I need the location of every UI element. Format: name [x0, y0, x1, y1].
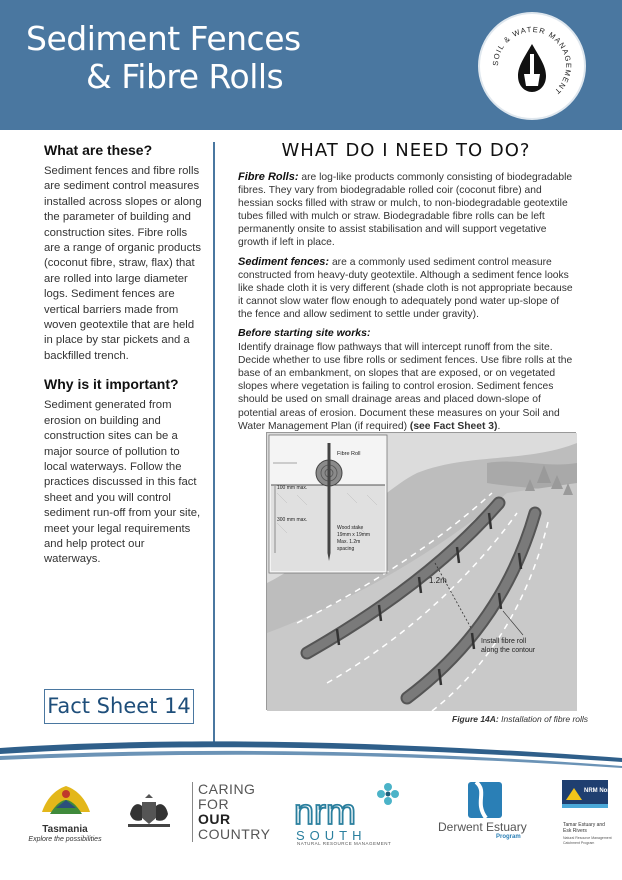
tasmania-name: Tasmania — [42, 824, 88, 835]
install-label-1: Install fibre roll — [481, 638, 527, 645]
spacing-label: 1.2m — [429, 576, 447, 585]
inset-stake-2: 19mm x 19mm — [337, 532, 371, 538]
fibre-roll-figure — [266, 432, 576, 710]
fibre-body: are log-like products commonly consisting of biodegradable fibres. They vary from biodegradable rolled coir (coconut fibre) and hessian socks filled with straw or mulch, to non-biodegradable geotextile tubes filled with mulch or straw. Biodegradable fibre rolls can be left permanently onsite to assist stabilisation and will support vegetative growth if left in place. — [238, 172, 573, 249]
inset-stake-1: Wood stake — [337, 525, 364, 531]
column-divider — [213, 142, 215, 742]
title-line-2: & Fibre Rolls — [86, 57, 284, 96]
logo-text: SOIL & WATER MANAGEMENT — [490, 24, 574, 97]
fence-label: Sediment fences: — [238, 255, 330, 268]
fibre-paragraph — [238, 171, 574, 250]
derwent-estuary-icon — [468, 782, 502, 818]
tamar-subtitle: Natural Resource Management Catchment Program — [563, 836, 612, 845]
left-column — [44, 142, 204, 580]
fibre-roll-illustration — [267, 433, 577, 711]
why-body: Sediment generated from erosion on building and construction sites can be a major source of pollution to local waterways. Follow the practices discussed in this fact sheet and you will control sediment run-off from your site, meet your legal requirements and help protect our waterways. — [44, 399, 201, 566]
caring-line-3: OUR — [198, 811, 231, 827]
tasmania-tagline: Explore the possibilities — [28, 836, 102, 843]
fence-body: are a commonly used sediment control measure constructed from heavy-duty geotextile. Although a sediment fence looks like shade cloth it is very different (shade cloth is not appropriate because it cannot slow water flow enough to adequately pond water up-slope of the fence and allow sediment to settle under gravity). — [238, 256, 573, 320]
tasmania-logo — [36, 780, 96, 824]
caring-line-1: CARING — [198, 781, 256, 797]
nrm-south-subtitle: NATURAL RESOURCE MANAGEMENT — [297, 841, 392, 846]
nrm-south-text: SOUTH — [296, 828, 367, 843]
what-heading: What are these? — [44, 142, 153, 158]
before-heading: Before starting site works: — [238, 327, 371, 340]
nrm-south-logo — [294, 782, 404, 832]
before-ref: (see Fact Sheet 3) — [409, 420, 498, 432]
fence-paragraph — [238, 256, 574, 321]
right-column — [238, 140, 574, 439]
title-line-1: Sediment Fences — [26, 19, 301, 58]
shovel-drop-icon — [480, 14, 584, 118]
nrm-wordmark: nrm — [294, 791, 356, 832]
page-title — [26, 20, 301, 96]
coat-of-arms-icon — [124, 794, 174, 830]
inset-300-label: 300 mm max. — [277, 517, 308, 523]
before-end: . — [497, 420, 501, 432]
install-label-2: along the contour — [481, 647, 536, 654]
nrm-north-logo — [562, 780, 616, 822]
derwent-subtitle: Program — [496, 834, 521, 840]
caption-text: Installation of fibre rolls — [498, 714, 589, 724]
why-heading: Why is it important? — [44, 376, 179, 393]
figure-caption — [452, 714, 588, 724]
nrm-north-name: NRM North — [584, 788, 616, 794]
fibre-label: Fibre Rolls: — [238, 171, 299, 183]
caring-line-4: COUNTRY — [198, 826, 271, 842]
before-paragraph — [238, 341, 574, 433]
inset-stake-4: spacing — [337, 546, 355, 552]
header-banner — [0, 0, 622, 130]
footer-wave — [0, 736, 622, 776]
caring-line-2: FOR — [198, 796, 230, 812]
inset-stake-3: Max. 1.2m — [337, 539, 361, 545]
soil-water-management-logo — [478, 12, 586, 120]
caring-for-our-country-logo — [192, 782, 270, 842]
derwent-name: Derwent Estuary — [438, 820, 527, 834]
before-body: Identify drainage flow pathways that will intercept runoff from the site. Decide whether to use fibre rolls or sediment fences. Use fibre rolls at the base of an embankment, on slopes that are exposed, or on vegetated slopes where vegetation is failing to control erosion. Sediment fences should be used on small drainage areas and placed down-slope of potential areas of erosion. Document these measures on your Soil and Water Management Plan (if required) — [238, 342, 573, 432]
fact-sheet-badge: Fact Sheet 14 — [44, 689, 194, 724]
what-body: Sediment fences and fibre rolls are sediment control measures installed across slopes or along the parameter of building and construction sites. Fibre rolls are a range of organic products (coconut fibre, straw, flax) that are rolled into large diameter logs. Sediment fences are vertical barriers made from woven geotextile that are held in place by star pickets and a backfilled trench. — [44, 165, 202, 362]
inset-fibre-label: Fibre Roll — [337, 451, 361, 457]
caption-label: Figure 14A: — [452, 714, 499, 724]
tamar-name: Tamar Estuary and Esk Rivers — [563, 822, 605, 834]
section-heading: WHAT DO I NEED TO DO? — [281, 140, 531, 161]
inset-100-label: 100 mm max. — [277, 485, 308, 491]
